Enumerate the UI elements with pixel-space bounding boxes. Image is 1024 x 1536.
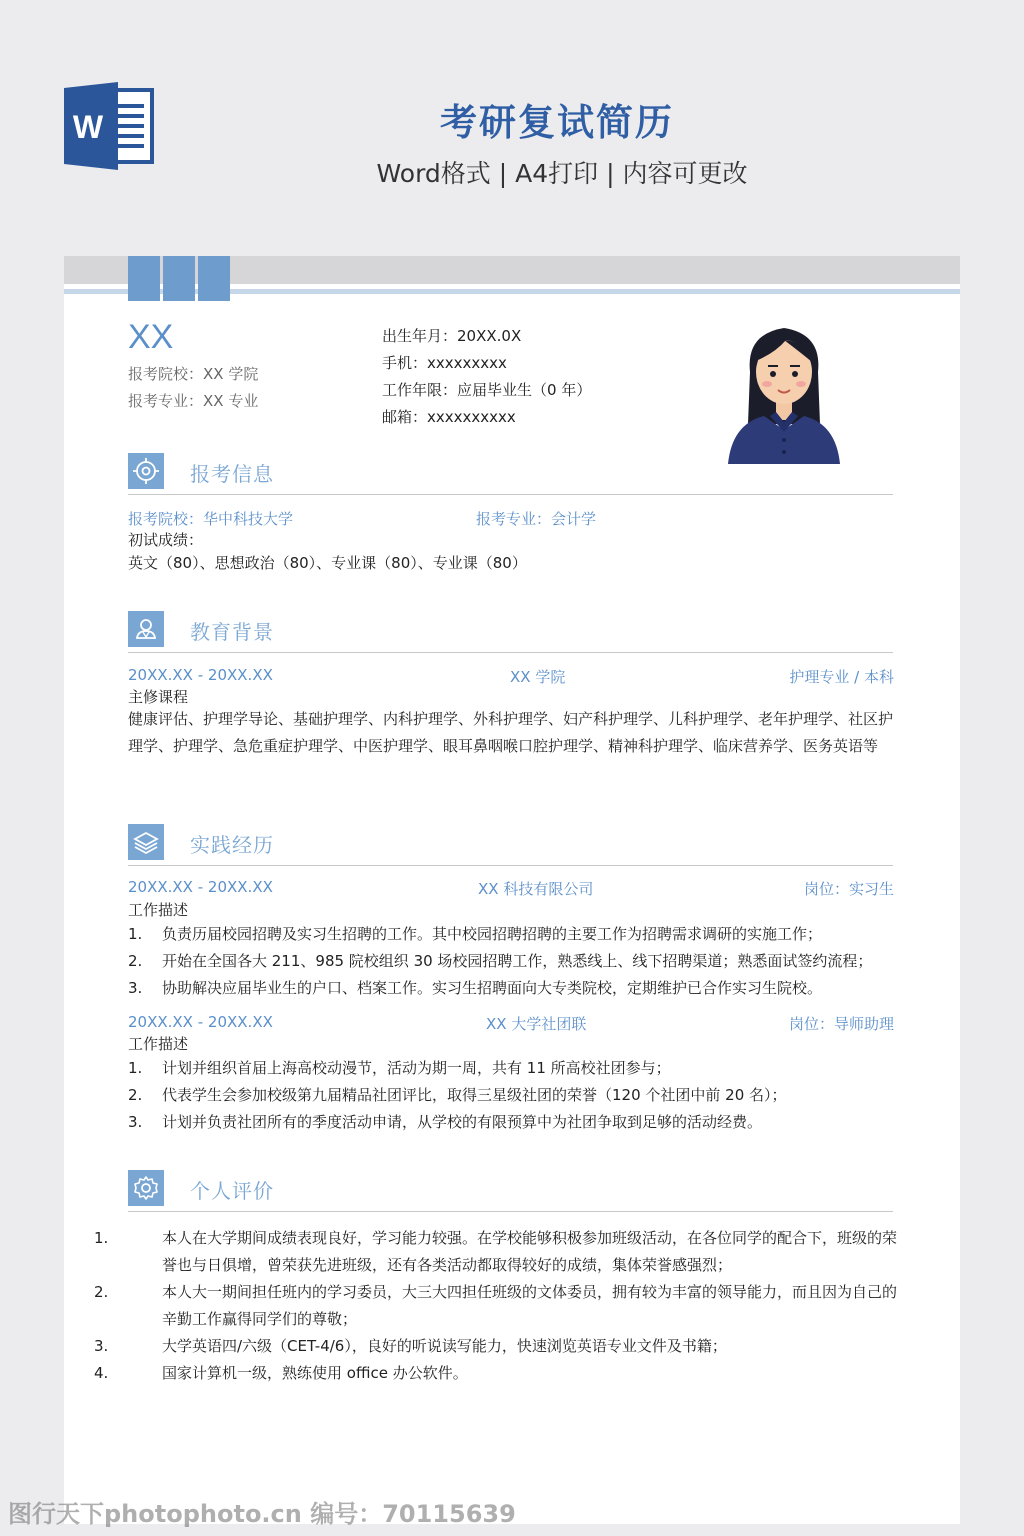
list-item: 2. 代表学生会参加校级第九届精品社团评比，取得三星级社团的荣誉（120 个社团中前 20 名）； — [128, 1086, 787, 1104]
banner-title: 考研复试简历 — [440, 101, 674, 144]
profile-school: 报考院校：XX 学院 — [128, 365, 259, 383]
section-title-education: 教育背景 — [190, 620, 274, 644]
resume-sheet — [64, 256, 960, 1524]
practice-role: 岗位：导师助理 — [788, 1015, 894, 1033]
banner-subtitle: Word格式 | A4打印 | 内容可更改 — [376, 159, 748, 188]
list-item: 1. 本人在大学期间成绩表现良好，学习能力较强。在学校能够积极参加班级活动，在各位同学的配合下，班级的荣誉也与日俱增，曾荣获先进班级，还有各类活动都取得较好的成绩，集体荣誉感强烈； — [94, 1229, 898, 1274]
layers-icon — [128, 824, 164, 860]
apply-school: 报考院校：华中科技大学 — [128, 510, 294, 528]
courses-text: 健康评估、护理学导论、基础护理学、内科护理学、外科护理学、妇产科护理学、儿科护理学、老年护理学、社区护理学、护理学、急危重症护理学、中医护理学、眼耳鼻咽喉口腔护理学、精神科护理学、临床营养学、医务英语等 — [128, 710, 894, 755]
deco-block — [163, 256, 195, 301]
list-item: 3. 协助解决应届毕业生的户口、档案工作。实习生招聘面向大专类院校，定期维护已合作实习生院校。 — [128, 979, 823, 997]
practice-org: XX 科技有限公司 — [478, 880, 594, 898]
education-period: 20XX.XX - 20XX.XX — [128, 666, 273, 684]
apply-scores: 英文（80）、思想政治（80）、专业课（80）、专业课（80） — [128, 554, 527, 572]
apply-major: 报考专业：会计学 — [476, 510, 597, 528]
list-item: 4. 国家计算机一级，熟练使用 office 办公软件。 — [94, 1364, 468, 1382]
section-title-apply: 报考信息 — [190, 462, 274, 486]
practice-period: 20XX.XX - 20XX.XX — [128, 878, 273, 896]
practice-period: 20XX.XX - 20XX.XX — [128, 1013, 273, 1031]
list-item: 3. 计划并负责社团所有的季度活动申请，从学校的有限预算中为社团争取到足够的活动经费。 — [128, 1113, 763, 1131]
person-icon — [128, 611, 164, 647]
section-title-practice: 实践经历 — [190, 833, 274, 857]
section-divider — [128, 494, 893, 495]
profile-work-years: 工作年限：应届毕业生（0 年） — [382, 381, 592, 399]
section-title-evaluation: 个人评价 — [190, 1179, 274, 1203]
profile-email: 邮箱：xxxxxxxxxx — [382, 408, 516, 426]
word-logo-letter: W — [72, 109, 104, 145]
education-school: XX 学院 — [510, 668, 566, 686]
practice-desc-label: 工作描述 — [128, 1035, 189, 1053]
deco-block — [198, 256, 230, 301]
profile-phone: 手机：xxxxxxxxx — [382, 354, 507, 372]
list-item: 1. 负责历届校园招聘及实习生招聘的工作。其中校园招聘招聘的主要工作为招聘需求调研的实施工作； — [128, 925, 823, 943]
education-major: 护理专业 / 本科 — [789, 668, 894, 686]
apply-score-label: 初试成绩： — [128, 531, 204, 549]
section-divider — [128, 865, 893, 866]
avatar — [720, 312, 848, 464]
profile-major: 报考专业：XX 专业 — [128, 392, 259, 410]
profile-birth: 出生年月：20XX.0X — [382, 327, 522, 345]
deco-block — [128, 256, 160, 301]
courses-label: 主修课程 — [128, 688, 189, 706]
target-icon — [128, 453, 164, 489]
practice-role: 岗位：实习生 — [803, 880, 894, 898]
candidate-name: XX — [128, 318, 174, 356]
list-item: 2. 开始在全国各大 211、985 院校组织 30 场校园招聘工作，熟悉线上、线下招聘渠道；熟悉面试签约流程； — [128, 952, 873, 970]
list-item: 2. 本人大一期间担任班内的学习委员，大三大四担任班级的文体委员，拥有较为丰富的领导能力，而且因为自己的辛勤工作赢得同学们的尊敬； — [94, 1283, 898, 1328]
list-item: 3. 大学英语四/六级（CET-4/6），良好的听说读写能力，快速浏览英语专业文件及书籍； — [94, 1337, 727, 1355]
practice-org: XX 大学社团联 — [486, 1015, 587, 1033]
section-divider — [128, 1211, 893, 1212]
list-item: 1. 计划并组织首届上海高校动漫节，活动为期一周，共有 11 所高校社团参与； — [128, 1059, 671, 1077]
practice-desc-label: 工作描述 — [128, 901, 189, 919]
gear-icon — [128, 1170, 164, 1206]
watermark: 图行天下photophoto.cn 编号：70115639 — [8, 1500, 516, 1528]
section-divider — [128, 652, 893, 653]
